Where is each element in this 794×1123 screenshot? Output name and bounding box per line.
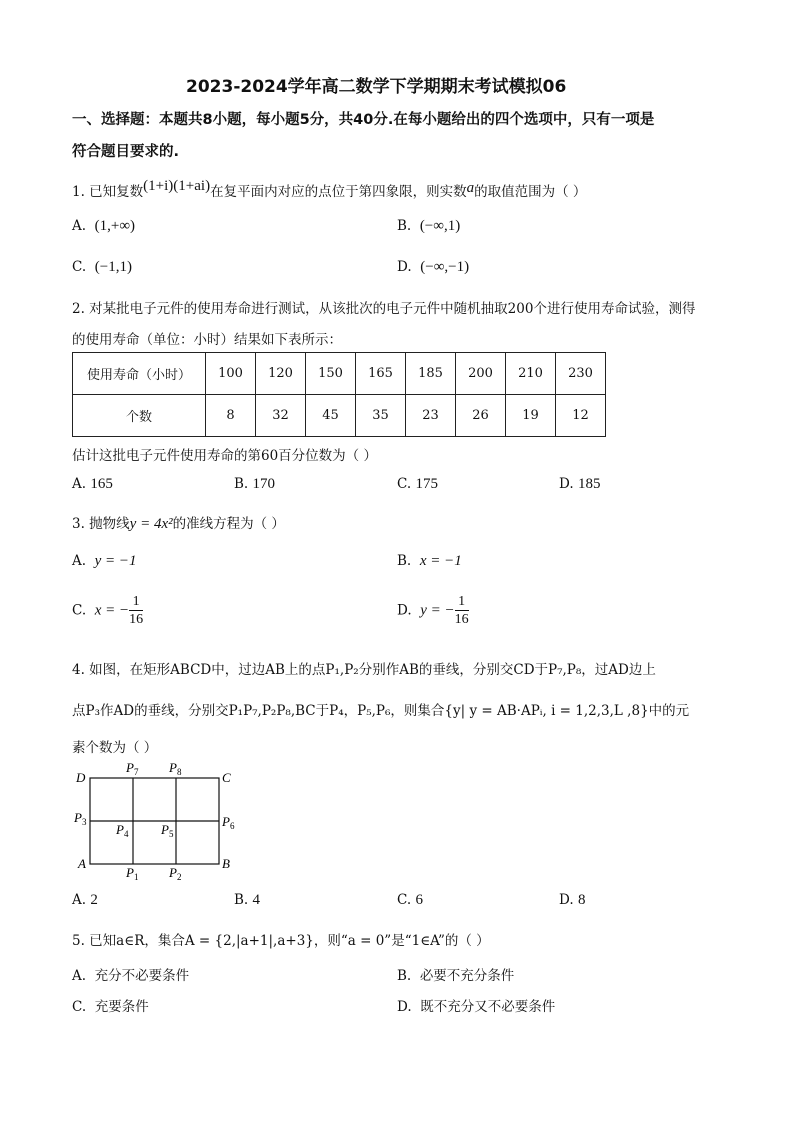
label-p2: $P_2$ (169, 865, 182, 882)
table-cell: 32 (256, 395, 306, 437)
q1-expression: (1+i)(1+ai) (143, 178, 211, 194)
label-b: B (222, 856, 230, 871)
table-cell: 210 (506, 353, 556, 395)
label-p4: $P_4$ (116, 822, 129, 839)
q5-option-c[interactable]: C. 充要条件 (72, 999, 149, 1015)
question-1 (72, 180, 586, 201)
table-cell: 35 (356, 395, 406, 437)
q2-option-d[interactable]: D. 185 (559, 476, 601, 492)
table-cell: 165 (356, 353, 406, 395)
table-cell: 8 (206, 395, 256, 437)
section-heading-line2: 符合题目要求的. (72, 144, 180, 160)
q3-expression: y = 4x² (129, 516, 173, 532)
table-row (73, 353, 606, 395)
section-heading-line1: 一、选择题：本题共8小题，每小题5分，共40分.在每小题给出的四个选项中，只有一项是 (72, 112, 655, 128)
label-c: C (222, 770, 231, 785)
table-cell: 19 (506, 395, 556, 437)
q4-text-line3: 素个数为（ ） (72, 740, 158, 756)
table-cell: 150 (306, 353, 356, 395)
q4-option-d[interactable]: D. 8 (559, 892, 586, 908)
q3-option-c[interactable]: C. x = − $\frac{1}{16}$ (72, 594, 144, 627)
q3-option-a[interactable]: A. y = −1 (72, 553, 137, 569)
table-cell: 230 (556, 353, 606, 395)
q2-option-c[interactable]: C. 175 (397, 476, 438, 492)
table-cell: 100 (206, 353, 256, 395)
q1-option-a[interactable]: A. (1,+∞) (72, 218, 136, 234)
table-header-cell: 使用寿命（小时） (73, 353, 206, 395)
label-p1: $P_1$ (126, 865, 139, 882)
fraction: $\frac{1}{16}$ (129, 594, 144, 627)
label-d: D (76, 770, 86, 785)
lifespan-table (72, 352, 606, 437)
label-p5: $P_5$ (161, 822, 174, 839)
table-cell: 45 (306, 395, 356, 437)
question-3: 3. 抛物线y = 4x²的准线方程为（ ） (72, 516, 285, 532)
rectangle-diagram (70, 760, 250, 885)
q1-option-d[interactable]: D. (−∞,−1) (397, 259, 470, 275)
label-p6: $P_6$ (222, 814, 235, 831)
label-a: A (78, 856, 86, 871)
table-cell: 120 (256, 353, 306, 395)
q2-text-line1: 2. 对某批电子元件的使用寿命进行测试，从该批次的电子元件中随机抽取200个进行使用寿命试验，测得 (72, 301, 696, 317)
label-p3: $P_3$ (74, 810, 87, 827)
page-title: 2023-2024学年高二数学下学期期末考试模拟06 (186, 77, 567, 97)
q5-option-d[interactable]: D. 既不充分又不必要条件 (397, 999, 556, 1015)
q5-option-a[interactable]: A. 充分不必要条件 (72, 968, 190, 984)
q1-prefix: 1. 已知复数 (72, 184, 144, 200)
label-p8: $P_8$ (169, 760, 182, 777)
q1-option-b[interactable]: B. (−∞,1) (397, 218, 461, 234)
q5-option-b[interactable]: B. 必要不充分条件 (397, 968, 515, 984)
table-cell: 200 (456, 353, 506, 395)
q2-option-b[interactable]: B. 170 (234, 476, 276, 492)
q4-option-a[interactable]: A. 2 (72, 892, 98, 908)
table-cell: 12 (556, 395, 606, 437)
q2-text-line2: 的使用寿命（单位：小时）结果如下表所示： (72, 332, 342, 348)
table-cell: 23 (406, 395, 456, 437)
q4-option-c[interactable]: C. 6 (397, 892, 423, 908)
q1-suffix: 的取值范围为（ ） (474, 184, 587, 200)
table-cell: 185 (406, 353, 456, 395)
q4-text-line1: 4. 如图，在矩形ABCD中，过边AB上的点P₁,P₂分别作AB的垂线，分别交CD于P₇,P₈，过AD边上 (72, 662, 656, 678)
table-row (73, 395, 606, 437)
table-cell: 26 (456, 395, 506, 437)
label-p7: $P_7$ (126, 760, 139, 777)
q3-option-b[interactable]: B. x = −1 (397, 553, 462, 569)
q2-option-a[interactable]: A. 165 (72, 476, 113, 492)
q4-option-b[interactable]: B. 4 (234, 892, 261, 908)
q3-option-d[interactable]: D. y = − $\frac{1}{16}$ (397, 594, 469, 627)
q2-question: 估计这批电子元件使用寿命的第60百分位数为（ ） (72, 448, 377, 464)
q1-mid: 在复平面内对应的点位于第四象限，则实数 (210, 184, 467, 200)
q1-variable: a (466, 180, 475, 196)
question-5: 5. 已知a∈R，集合A = {2,|a+1|,a+3}，则“a = 0”是“1∈A”的（ ） (72, 933, 490, 949)
q4-text-line2: 点P₃作AD的垂线，分别交P₁P₇,P₂P₈,BC于P₄，P₅,P₆，则集合{y| y = AB·APᵢ, i = 1,2,3,L ,8}中的元 (72, 703, 690, 719)
fraction: $\frac{1}{16}$ (454, 594, 469, 627)
q1-option-c[interactable]: C. (−1,1) (72, 259, 132, 275)
table-header-cell: 个数 (73, 395, 206, 437)
